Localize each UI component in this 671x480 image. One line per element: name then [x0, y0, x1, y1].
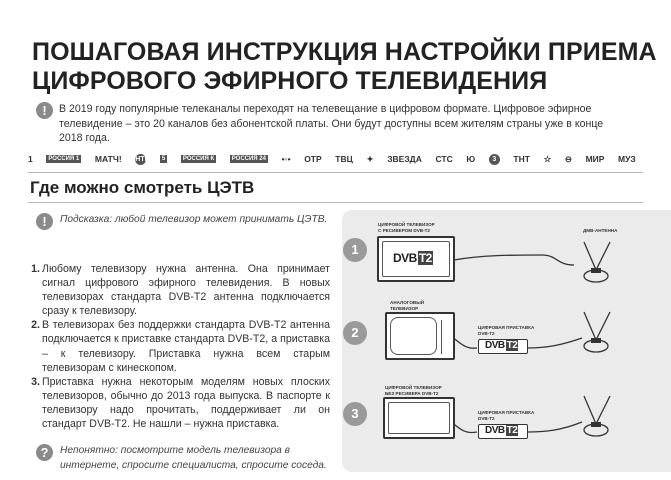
intro-paragraph: В 2019 году популярные телеканалы переходят на телевещание в цифровом формате. Цифровое эфирное телевидение – это 20 каналов без абонентской платы. Они будут доступны всем жителям страны уже в конце 2018 года.	[59, 103, 604, 145]
list-item	[22, 318, 330, 374]
hint-text: Подсказка: любой телевизор может принимать ЦЭТВ.	[60, 214, 328, 225]
stb-label-line: DVB-T2	[478, 415, 495, 421]
stb-label	[478, 325, 534, 336]
t2-text: T2	[418, 251, 432, 265]
channel-logo-icon: РОССИЯ 1	[48, 156, 80, 162]
page-title	[32, 38, 657, 96]
dvb-text: DVB	[485, 340, 505, 351]
note-text: Непонятно: посмотрите модель телевизора в интернете, спросите специалиста, спросите соседа.	[60, 445, 327, 471]
question-icon: ?	[36, 444, 53, 461]
cable-2b	[527, 338, 582, 348]
analog-tv-icon	[385, 312, 455, 360]
tv-label	[390, 300, 424, 311]
tv-label-line: БЕЗ РЕСИВЕРА DVB-T2	[385, 390, 439, 396]
channel-logo-icon: ТНТ	[513, 154, 530, 164]
channel-logo-icon: ☆	[543, 153, 552, 164]
tv-label-line: АНАЛОГОВЫЙ	[390, 300, 425, 305]
digital-tv-icon	[377, 236, 455, 282]
channel-logo-icon: ✦	[366, 153, 374, 164]
channel-logo-icon: МАТЧ!	[94, 154, 122, 164]
channel-logo-icon: НТВ	[135, 155, 150, 163]
channel-logo-icon: 3	[489, 154, 500, 165]
section-title: Где можно смотреть ЦЭТВ	[30, 178, 255, 197]
divider-top	[28, 172, 643, 173]
stb-label-line: ЦИФРОВАЯ ПРИСТАВКА	[478, 325, 535, 330]
hint-exclamation-icon: !	[36, 213, 53, 230]
tv-label-line: С РЕСИВЕРОМ DVB-T2	[378, 227, 430, 233]
set-top-box-icon	[478, 424, 528, 439]
dvb-text: DVB	[393, 251, 417, 265]
list-item	[22, 262, 330, 318]
channel-logos-row	[28, 152, 636, 166]
tv-screen	[388, 402, 450, 434]
dvb-t2-logo	[393, 251, 433, 265]
exclamation-icon: !	[36, 102, 53, 119]
tv-label-line: ТЕЛЕВИЗОР	[390, 305, 419, 311]
flat-tv-icon	[383, 397, 455, 439]
channel-logo-icon: РОССИЯ 24	[231, 156, 266, 162]
tv-label-line: ЦИФРОВОЙ ТЕЛЕВИЗОР	[378, 222, 435, 227]
stb-label	[478, 410, 534, 421]
antenna-icon	[584, 396, 610, 436]
step-text: В телевизорах без поддержки стандарта DVB-T2 антенна подключается к приставке стандарта DVB-T2, а приставка – к телевизору. Приставка нужна всем старым телевизорам с кинескопом.	[42, 319, 330, 374]
cable-1	[454, 255, 574, 265]
dvb-t2-logo	[485, 340, 518, 351]
step-badge-1: 1	[343, 238, 367, 262]
channel-logo-icon: МИР	[585, 154, 605, 164]
steps-list	[22, 262, 330, 431]
channel-logo-icon: РОССИЯ К	[182, 156, 215, 162]
tv-label-line: ЦИФРОВОЙ ТЕЛЕВИЗОР	[385, 385, 442, 390]
tv-label	[385, 385, 442, 396]
tv-label	[378, 222, 435, 233]
list-item	[22, 375, 330, 431]
channel-logo-icon: ⊖	[564, 153, 572, 164]
channel-logo-icon: 5	[161, 156, 166, 162]
dvb-text: DVB	[485, 425, 505, 436]
t2-text: T2	[506, 340, 518, 351]
stb-label-line: ЦИФРОВАЯ ПРИСТАВКА	[478, 410, 535, 415]
tv-control-panel	[441, 320, 450, 354]
step-number: 3.	[31, 375, 40, 388]
step-text: Приставка нужна некоторым моделям новых плоских телевизоров, обычно до 2013 года выпуска. В паспорте к телевизору надо прочитать, поддерживает ли он стандарт DVB-T2. Не нашли – нужна приставка.	[42, 375, 330, 431]
page-title-line-2: ЦИФРОВОГО ЭФИРНОГО ТЕЛЕВИДЕНИЯ	[32, 67, 548, 95]
set-top-box-icon	[478, 339, 528, 354]
page-title-line-1: ПОШАГОВАЯ ИНСТРУКЦИЯ НАСТРОЙКИ ПРИЕМА	[32, 38, 657, 66]
crt-screen	[390, 317, 437, 355]
step-text: Любому телевизору нужна антенна. Она принимает сигнал цифрового эфирного телевидения. В новых телевизорах стандарта DVB-T2 антенна подключается сразу к телевизору.	[42, 263, 330, 318]
channel-logo-icon: ОТР	[304, 154, 322, 164]
step-number: 1.	[31, 263, 40, 275]
channel-logo-icon: Ю	[466, 154, 476, 164]
antenna-icon	[584, 242, 610, 282]
stb-label-line: DVB-T2	[478, 330, 495, 336]
step-number: 2.	[31, 319, 40, 332]
divider-bottom	[28, 202, 643, 203]
channel-logo-icon: МУЗ	[618, 154, 636, 164]
channel-logo-icon: СТС	[435, 154, 453, 164]
antenna-icon	[584, 312, 610, 352]
channel-logo-icon: ТВЦ	[335, 154, 353, 164]
t2-text: T2	[506, 425, 518, 436]
step-badge-2: 2	[343, 321, 367, 345]
channel-logo-icon: ЗВЕЗДА	[387, 154, 422, 164]
channel-logo-icon: 1	[28, 154, 33, 164]
cable-3b	[527, 422, 582, 432]
channel-logo-icon: •◦•	[281, 154, 291, 164]
dvb-t2-logo	[485, 425, 518, 436]
step-badge-3: 3	[343, 402, 367, 426]
antenna-label: ДМВ-АНТЕННА	[583, 228, 618, 233]
